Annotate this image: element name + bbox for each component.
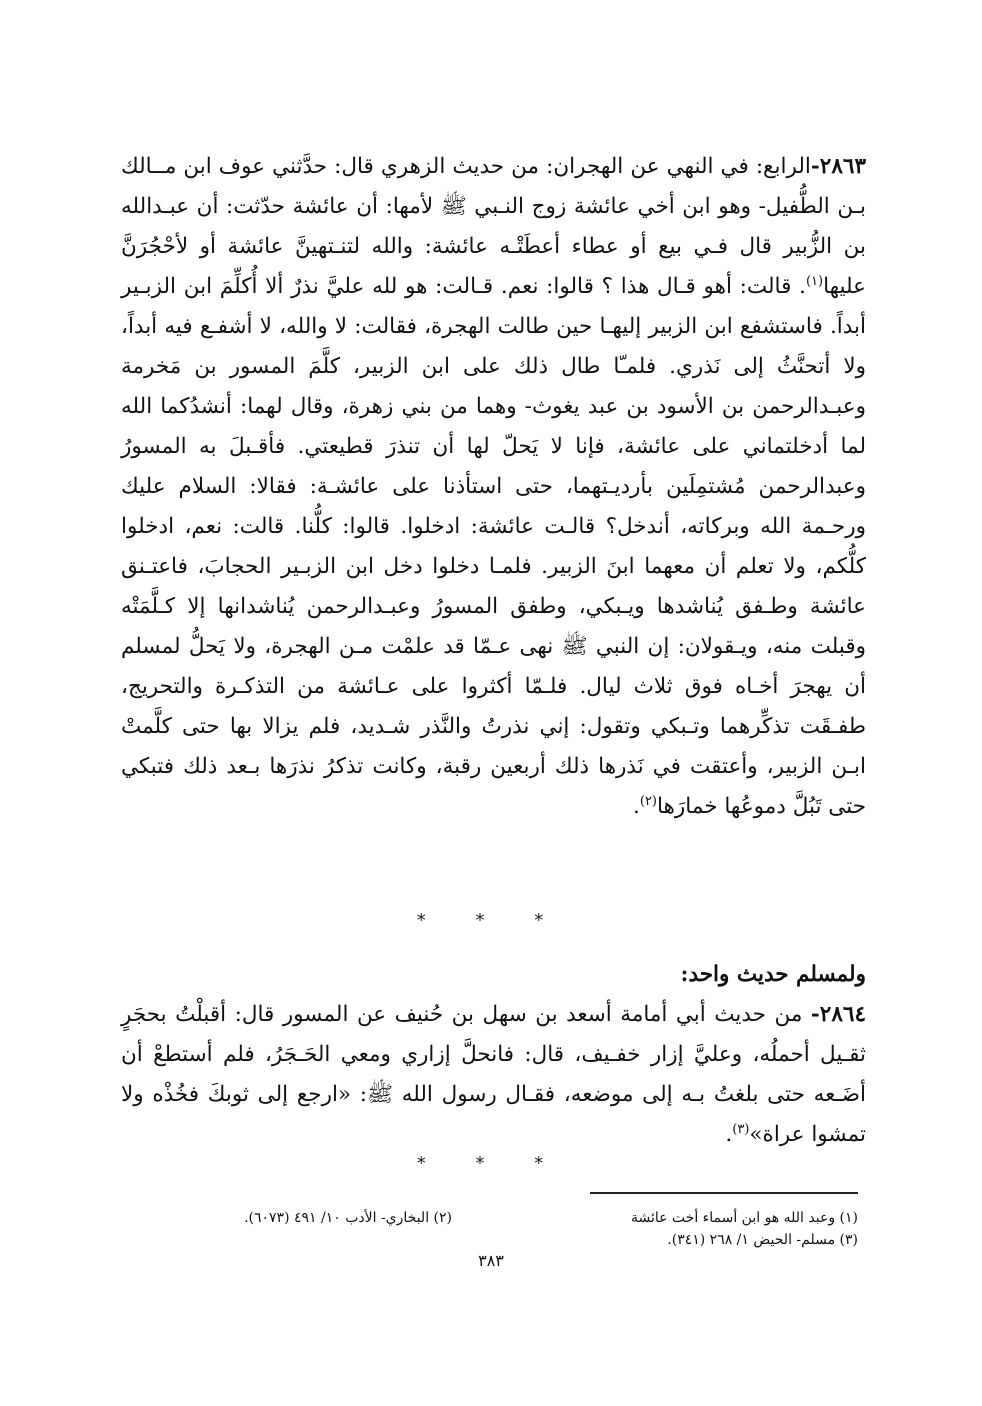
hadith-number: ٢٨٦٤-	[810, 1002, 866, 1027]
footnote-ref: (٣)	[732, 1121, 750, 1137]
footnote-ref: (١)	[805, 273, 824, 289]
page-number: ٣٨٣	[478, 1251, 504, 1270]
hadith-text: .	[633, 794, 640, 819]
hadith-2864-paragraph	[121, 995, 866, 1155]
hadith-text: من حديث أبي أمامة أسعد بن سهل بن حُنيف عن المسور قال: أقبلْتُ بحجَرٍ ثقـيل أحملُه، وعليَّ إزار خفـيف، قال: فانحلَّ إزاري ومعي الحَـجَرُ، فلم أستطعْ أن أضَـعه حتى بلغتُ بـه إلى موضعه، فقـال رسول الله ﷺ: «ارجع إلى ثوبكَ فخُذْه ولا تمشوا عراة»	[121, 1002, 866, 1147]
hadith-text: الرابع: في النهي عن الهجران: من حديث الزهري قال: حدَّثني عوف ابن مــالك بـن الطُّفيل- وهو ابن أخي عائشة زوج النـبي ﷺ لأمها: أن عائشة حدّثت: أن عبـدالله بن الزُّبير قال فـي بيع أو عطاء أعطَتْـه عائشة: والله لتنـتهينَّ عائشة أو لأحْجُرَنَّ عليها	[121, 154, 866, 299]
hadith-2863-paragraph	[121, 147, 866, 827]
footnote-divider	[590, 1192, 858, 1194]
hadith-text: .	[725, 1122, 733, 1147]
hadith-number: ٢٨٦٣-	[810, 154, 866, 179]
section-separator: * * *	[416, 1153, 566, 1174]
footnote-1: (١) وعبد الله هو ابن أسماء أخت عائشة	[630, 1210, 858, 1226]
footnote-ref: (٢)	[639, 793, 657, 809]
footnote-3: (٣) مسلم- الحيض ١/ ٢٦٨ (٣٤١).	[667, 1232, 858, 1248]
section-heading: ولمسلم حديث واحد:	[680, 962, 866, 987]
section-separator: * * *	[416, 910, 566, 931]
hadith-text: . قالت: أهو قـال هذا ؟ قالوا: نعم. قـالت: هو لله عليَّ نذرٌ ألا أُكلِّمَ ابن الزبـير أبداً. فاستشفع ابن الزبير إليهـا حين طالت الهجرة، فقالت: لا والله، لا أشفـع فيه أبداً، ولا أتحنَّثُ إلى نَذري. فلمـّا طال ذلك على ابن الزبير، كلَّمَ المسور بن مَخرمة وعبـدالرحمن بن الأسود بن عبد يغوث- وهما من بني زهرة، وقال لهما: أنشدُكما الله لما أدخلتماني على عائشة، فإنا لا يَحلّ لها أن تنذرَ قطيعتي. فأقـبلَ به المسورُ وعبدالرحمن مُشتمِلَين بأرديـتهما، حتى استأذنا على عائشـة: فقالا: السلام عليك ورحـمة الله وبركاته، أندخل؟ قالـت عائشة: ادخلوا. قالوا: كلُّنا. قالت: نعم، ادخلوا كلُّكم، ولا تعلم أن معهما ابنَ الزبير. فلمـا دخلوا دخل ابن الزبـير الحجابَ، فاعتـنق عائشة وطـفق يُناشدها ويـبكي، وطفق المسورُ وعبـدالرحمن يُناشدانها إلا كـلَّمَتْه وقبلت منه، ويـقولان: إن النبي ﷺ نهى عـمّا قد علمْت مـن الهجرة، ولا يَحلُّ لمسلم أن يهجرَ أخـاه فوق ثلاث ليال. فلـمّا أكثروا على عـائشة من التذكـرة والتحريج، طفـقَت تذكِّرهما وتـبكي وتقول: إني نذرتُ والنَّذر شـديد، فلم يزالا بها حتى كلَّمتْ ابـن الزبير، وأعتقت في نَذرها ذلك أربعين رقبة، وكانت تذكرُ نذرَها بـعد ذلك فتبكي حتى تَبُلَّ دموعُها خمارَها	[121, 274, 866, 819]
hadith-2863-section	[121, 147, 866, 827]
hadith-2864-section	[121, 955, 866, 1155]
footnote-2: (٢) البخاري- الأدب ١٠/ ٤٩١ (٦٠٧٣).	[244, 1210, 452, 1226]
